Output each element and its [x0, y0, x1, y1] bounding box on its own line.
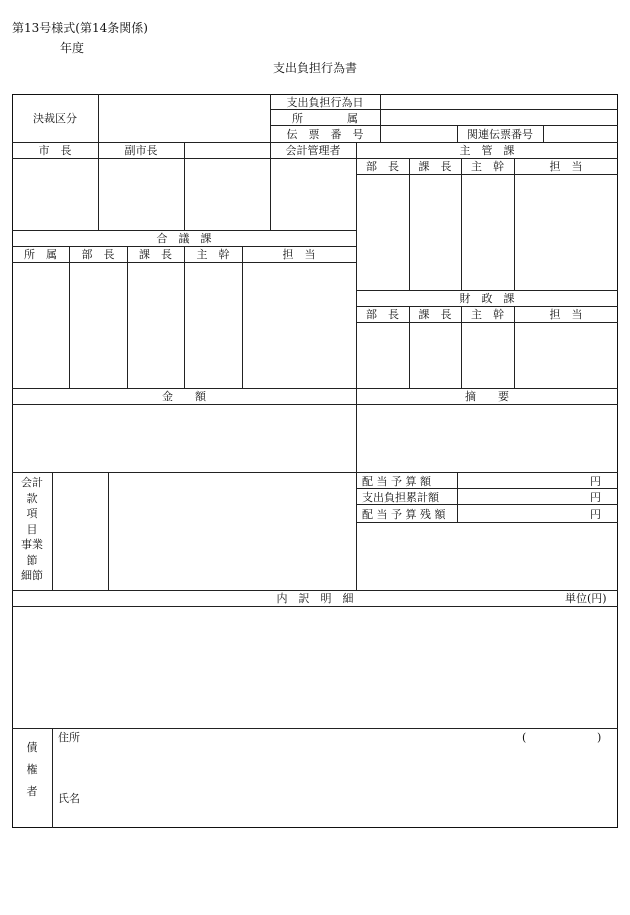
related-slip-number-label: 関連伝票番号 — [467, 128, 533, 141]
page-title: 支出負担行為書 — [272, 61, 357, 75]
creditor-label-1: 債 — [26, 741, 38, 754]
main-col-staff: 担 当 — [549, 160, 583, 173]
finance-col-section-chief: 課 長 — [418, 308, 452, 321]
creditor-address-label: 住所 — [58, 731, 80, 744]
decision-category-label: 決裁区分 — [33, 112, 77, 125]
cumulative-unit: 円 — [590, 491, 601, 504]
remaining-budget-label: 配 当 予 算 残 額 — [362, 508, 446, 521]
main-col-director: 部 長 — [366, 160, 399, 173]
breakdown-title: 内 訳 明 細 — [276, 592, 354, 605]
account-line-kan: 款 — [26, 491, 38, 505]
account-line-jigyou: 事業 — [21, 538, 43, 551]
amount-label: 金 額 — [162, 390, 206, 403]
account-line-moku: 目 — [26, 522, 38, 536]
paren-close: ) — [597, 731, 602, 744]
finance-col-manager: 主 幹 — [471, 308, 504, 321]
account-line-kaikei: 会計 — [21, 476, 43, 489]
main-section-title: 主 管 課 — [459, 144, 515, 157]
consult-section-title: 合 議 課 — [156, 232, 212, 245]
fiscal-year-label: 年度 — [60, 41, 85, 55]
mayor-label: 市 長 — [38, 144, 72, 157]
form-frame — [12, 94, 618, 828]
allocated-unit: 円 — [590, 475, 601, 488]
consult-col-staff: 担 当 — [282, 248, 316, 261]
form-number: 第13号様式(第14条関係) — [12, 21, 148, 35]
finance-col-staff: 担 当 — [549, 308, 583, 321]
deputy-mayor-label: 副市長 — [124, 144, 158, 157]
finance-col-director: 部 長 — [366, 308, 399, 321]
main-col-manager: 主 幹 — [471, 160, 504, 173]
remaining-unit: 円 — [590, 508, 601, 521]
account-line-saisetsu: 細節 — [21, 569, 43, 582]
summary-label: 摘 要 — [465, 390, 509, 403]
allocated-budget-label: 配 当 予 算 額 — [362, 475, 431, 488]
main-col-section-chief: 課 長 — [418, 160, 452, 173]
cumulative-commitment-label: 支出負担累計額 — [362, 491, 439, 504]
account-line-kou: 項 — [26, 507, 38, 520]
department-label: 所 属 — [292, 112, 358, 125]
consult-col-director: 部 長 — [81, 248, 115, 261]
commitment-date-label: 支出負担行為日 — [286, 96, 364, 109]
paren-open: ( — [522, 731, 527, 744]
consult-col-section-chief: 課 長 — [139, 248, 172, 261]
creditor-label-2: 権 — [26, 763, 38, 776]
account-labels — [12, 475, 52, 584]
creditor-name-label: 氏名 — [58, 792, 80, 805]
slip-number-label: 伝 票 番 号 — [286, 128, 364, 141]
creditor-label-3: 者 — [26, 785, 38, 798]
breakdown-unit: 単位(円) — [565, 592, 607, 605]
accounting-manager-label: 会計管理者 — [285, 144, 341, 157]
consult-col-department: 所 属 — [24, 248, 57, 261]
account-line-setsu: 節 — [26, 553, 38, 567]
consult-col-manager: 主 幹 — [196, 248, 230, 261]
finance-section-title: 財 政 課 — [459, 292, 515, 305]
